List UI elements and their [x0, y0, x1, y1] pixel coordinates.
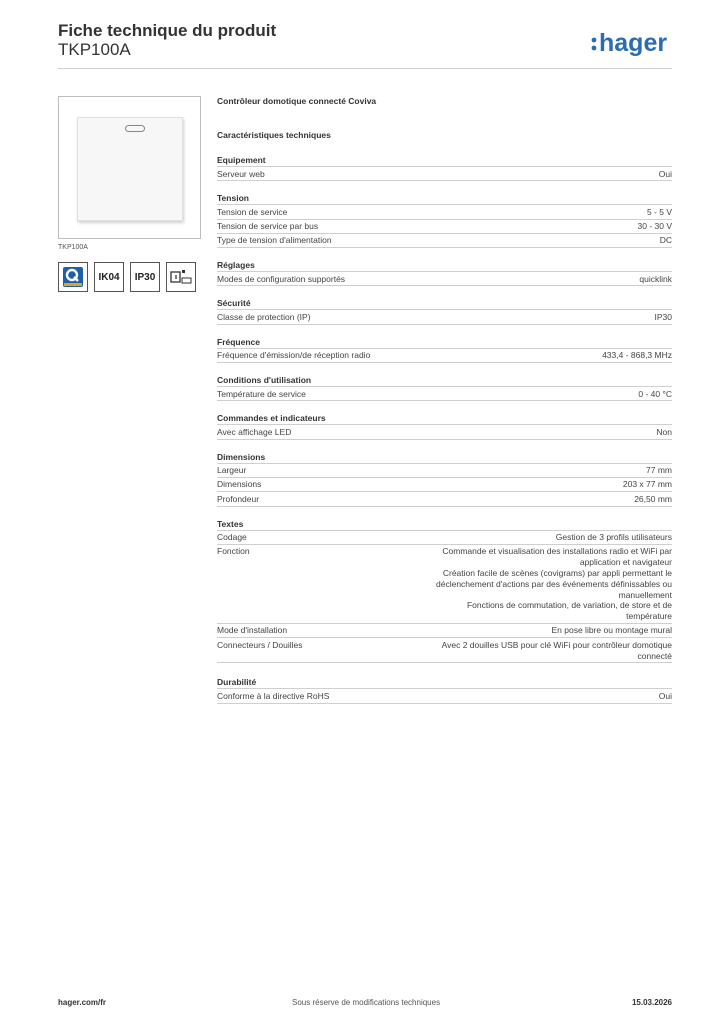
- spec-label: Fonction: [217, 546, 250, 557]
- spec-value: quicklink: [639, 273, 672, 284]
- spec-value: Commande et visualisation des installations radio et WiFi par application et navigateur Création facile de scènes (covigrams) par appli permettant le déclenchement d'actions par des événements définissables ou manuellement Fonctions de commutation, de variation, de store et de température: [436, 546, 672, 622]
- device-illustration: [77, 117, 183, 221]
- spec-row: [217, 638, 672, 663]
- spec-label: Serveur web: [217, 168, 265, 179]
- product-reference: TKP100A: [58, 40, 131, 59]
- spec-value: IP30: [654, 311, 672, 322]
- section-tension: [217, 193, 672, 248]
- spec-label: Type de tension d'alimentation: [217, 235, 332, 246]
- spec-value: Avec 2 douilles USB pour clé WiFi pour contrôleur domotique connecté: [441, 639, 672, 661]
- section-title: Dimensions: [217, 452, 672, 464]
- section-title: Commandes et indicateurs: [217, 413, 672, 425]
- spec-value: 0 - 40 °C: [638, 388, 672, 399]
- spec-row: [217, 310, 672, 324]
- spec-value: 77 mm: [646, 465, 672, 476]
- spec-value: 26,50 mm: [634, 493, 672, 504]
- spec-row: [217, 478, 672, 492]
- spec-label: Modes de configuration supportés: [217, 273, 346, 284]
- spec-row: [217, 220, 672, 234]
- spec-row: [217, 205, 672, 219]
- section-title: Textes: [217, 519, 672, 531]
- spec-value: En pose libre ou montage mural: [551, 625, 672, 636]
- hager-logo: [590, 28, 680, 58]
- spec-row: [217, 349, 672, 363]
- section-textes: [217, 519, 672, 664]
- spec-row: [217, 272, 672, 286]
- section-reglages: [217, 260, 672, 286]
- section-commandes: [217, 413, 672, 439]
- page-title: Fiche technique du produit: [58, 21, 277, 40]
- footer-website-link[interactable]: hager.com/fr: [58, 998, 107, 1007]
- footer-disclaimer: Sous réserve de modifications techniques: [292, 998, 441, 1007]
- header-divider: [58, 68, 672, 69]
- section-title: Durabilité: [217, 677, 672, 689]
- section-durabilite: [217, 677, 672, 703]
- spec-value: Oui: [658, 690, 672, 701]
- spec-label: Température de service: [217, 388, 306, 399]
- spec-label: Fréquence d'émission/de réception radio: [217, 350, 371, 361]
- section-title: Equipement: [217, 155, 672, 167]
- spec-label: Connecteurs / Douilles: [217, 639, 303, 650]
- product-image: [58, 96, 201, 239]
- spec-label: Largeur: [217, 465, 247, 476]
- spec-label: Dimensions: [217, 479, 262, 490]
- spec-row: [217, 464, 672, 478]
- spec-row: [217, 689, 672, 703]
- device-slot: [125, 125, 145, 132]
- ip-rating-badge: IP30: [130, 262, 160, 292]
- spec-value: 30 - 30 V: [637, 221, 672, 232]
- spec-value: 433,4 - 868,3 MHz: [602, 350, 672, 361]
- product-name: Contrôleur domotique connecté Coviva: [217, 96, 377, 106]
- section-title: Sécurité: [217, 298, 672, 310]
- spec-row: [217, 167, 672, 181]
- spec-label: Codage: [217, 532, 247, 543]
- spec-row: [217, 387, 672, 401]
- spec-row: [217, 624, 672, 638]
- product-image-caption: TKP100A: [58, 244, 88, 251]
- section-title: Réglages: [217, 260, 672, 272]
- spec-value: Gestion de 3 profils utilisateurs: [555, 532, 672, 543]
- section-dimensions: [217, 452, 672, 507]
- section-title: Conditions d'utilisation: [217, 375, 672, 387]
- quality-mark-icon: [58, 262, 88, 292]
- spec-label: Conforme à la directive RoHS: [217, 690, 330, 701]
- spec-label: Avec affichage LED: [217, 426, 292, 437]
- section-equipement: [217, 155, 672, 181]
- ik-rating-badge: IK04: [94, 262, 124, 292]
- section-conditions: [217, 375, 672, 401]
- spec-value: 203 x 77 mm: [622, 479, 672, 490]
- section-title: Fréquence: [217, 337, 672, 349]
- tech-characteristics-heading: Caractéristiques techniques: [217, 130, 331, 140]
- spec-label: Classe de protection (IP): [217, 311, 311, 322]
- technical-specifications: [217, 96, 672, 704]
- spec-row: [217, 531, 672, 545]
- section-securite: [217, 298, 672, 324]
- logo-dot-icon: [592, 46, 597, 51]
- logo-dot-icon: [592, 38, 597, 43]
- spec-label: Profondeur: [217, 493, 260, 504]
- section-frequence: [217, 337, 672, 363]
- spec-row: [217, 545, 672, 624]
- footer-date: 15.03.2026: [631, 998, 672, 1007]
- spec-row: [217, 492, 672, 506]
- spec-row: [217, 234, 672, 248]
- spec-label: Tension de service: [217, 206, 288, 217]
- section-title: Tension: [217, 193, 672, 205]
- certification-badges: [58, 262, 196, 292]
- mounting-icon: [166, 262, 196, 292]
- spec-value: DC: [659, 235, 672, 246]
- spec-label: Mode d'installation: [217, 625, 288, 636]
- spec-value: Non: [656, 426, 672, 437]
- spec-value: 5 - 5 V: [646, 206, 672, 217]
- spec-row: [217, 425, 672, 439]
- spec-value: Oui: [658, 168, 672, 179]
- spec-label: Tension de service par bus: [217, 221, 319, 232]
- logo-text: hager: [599, 29, 668, 57]
